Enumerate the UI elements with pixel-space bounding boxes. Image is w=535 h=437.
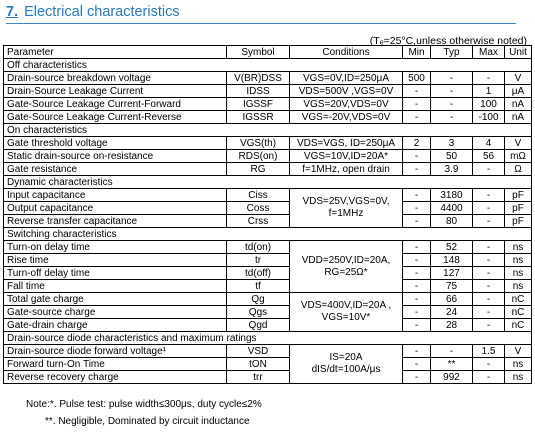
typ-cell: 3 xyxy=(431,137,473,150)
min-cell: - xyxy=(403,319,431,332)
unit-cell: pF xyxy=(505,215,532,228)
parameter-cell: Turn-on delay time xyxy=(4,241,227,254)
table-row xyxy=(4,150,532,163)
max-cell: 1 xyxy=(473,85,505,98)
conditions-cell: f=1MHz, open drain xyxy=(290,163,403,176)
min-cell: - xyxy=(403,150,431,163)
min-cell: 2 xyxy=(403,137,431,150)
max-cell: 4 xyxy=(473,137,505,150)
table-row xyxy=(4,280,532,293)
unit-cell: ns xyxy=(505,358,532,371)
table-row xyxy=(4,306,532,319)
conditions-cell: VGS=0V,ID=250μA xyxy=(290,72,403,85)
min-cell: - xyxy=(403,371,431,384)
merged-conditions-cell xyxy=(290,241,403,293)
max-cell: - xyxy=(473,293,505,306)
conditions-line: f=1MHz xyxy=(328,208,364,219)
parameter-cell: Drain-source diode forward voltage¹ xyxy=(4,345,227,358)
min-cell: - xyxy=(403,241,431,254)
section-title: On characteristics xyxy=(4,124,532,137)
unit-cell: nC xyxy=(505,293,532,306)
table-row xyxy=(4,319,532,332)
section-title: Drain-source diode characteristics and maximum ratings xyxy=(4,332,532,345)
parameter-cell: Gate-source charge xyxy=(4,306,227,319)
min-cell: - xyxy=(403,345,431,358)
parameter-cell: Input capacitance xyxy=(4,189,227,202)
max-cell: - xyxy=(473,72,505,85)
typ-cell: ** xyxy=(431,358,473,371)
min-cell: - xyxy=(403,267,431,280)
unit-cell: ns xyxy=(505,267,532,280)
table-row xyxy=(4,189,532,202)
min-cell: - xyxy=(403,163,431,176)
unit-cell: ns xyxy=(505,241,532,254)
symbol-cell: tr xyxy=(227,254,290,267)
min-cell: - xyxy=(403,293,431,306)
header-max: Max xyxy=(473,46,505,59)
section-row xyxy=(4,228,532,241)
min-cell: - xyxy=(403,111,431,124)
unit-cell: nC xyxy=(505,306,532,319)
unit-cell: μA xyxy=(505,85,532,98)
parameter-cell: Static drain-source on-resistance xyxy=(4,150,227,163)
min-cell: - xyxy=(403,189,431,202)
conditions-line: VGS=10V* xyxy=(321,312,371,323)
unit-cell: pF xyxy=(505,202,532,215)
footnote-pulse-test: Note:*. Pulse test: pulse width≤300μs, duty cycle≤2% xyxy=(26,399,262,410)
symbol-cell: IGSSR xyxy=(227,111,290,124)
max-cell: - xyxy=(473,358,505,371)
conditions-line: VDS=25V,VGS=0V, xyxy=(302,196,390,207)
symbol-cell: td(on) xyxy=(227,241,290,254)
unit-cell: nA xyxy=(505,98,532,111)
parameter-cell: Reverse transfer capacitance xyxy=(4,215,227,228)
symbol-cell: tf xyxy=(227,280,290,293)
min-cell: - xyxy=(403,254,431,267)
unit-cell: Ω xyxy=(505,163,532,176)
parameter-cell: Total gate charge xyxy=(4,293,227,306)
table-row xyxy=(4,293,532,306)
parameter-cell: Rise time xyxy=(4,254,227,267)
symbol-cell: IGSSF xyxy=(227,98,290,111)
parameter-cell: Drain-Source Leakage Current xyxy=(4,85,227,98)
symbol-cell: tON xyxy=(227,358,290,371)
symbol-cell: Qgs xyxy=(227,306,290,319)
conditions-line: dIS/dt=100A/μs xyxy=(311,364,381,375)
typ-cell: 75 xyxy=(431,280,473,293)
test-conditions-note: (Tₑ=25°C,unless otherwise noted) xyxy=(369,35,527,47)
symbol-cell: RDS(on) xyxy=(227,150,290,163)
parameter-cell: Turn-off delay time xyxy=(4,267,227,280)
symbol-cell: VGS(th) xyxy=(227,137,290,150)
typ-cell: - xyxy=(431,72,473,85)
table-row xyxy=(4,163,532,176)
unit-cell: mΩ xyxy=(505,150,532,163)
parameter-cell: Gate resistance xyxy=(4,163,227,176)
typ-cell: 3180 xyxy=(431,189,473,202)
header-parameter: Parameter xyxy=(4,46,227,59)
max-cell: - xyxy=(473,202,505,215)
typ-cell: 52 xyxy=(431,241,473,254)
parameter-cell: Forward turn-On Time xyxy=(4,358,227,371)
min-cell: - xyxy=(403,98,431,111)
parameter-cell: Reverse recovery charge xyxy=(4,371,227,384)
unit-cell: V xyxy=(505,137,532,150)
header-typ: Typ xyxy=(431,46,473,59)
parameter-cell: Gate-drain charge xyxy=(4,319,227,332)
conditions-cell: VGS=10V,ID=20A* xyxy=(290,150,403,163)
symbol-cell: V(BR)DSS xyxy=(227,72,290,85)
max-cell: - xyxy=(473,267,505,280)
header-min: Min xyxy=(403,46,431,59)
max-cell: - xyxy=(473,371,505,384)
conditions-line: VDS=400V,ID=20A , xyxy=(300,300,392,311)
min-cell: - xyxy=(403,280,431,293)
merged-conditions-cell xyxy=(290,189,403,228)
section-heading xyxy=(6,3,516,24)
electrical-characteristics-table xyxy=(3,45,532,384)
section-title: Off characteristics xyxy=(4,59,532,72)
parameter-cell: Gate threshold voltage xyxy=(4,137,227,150)
typ-cell: 992 xyxy=(431,371,473,384)
typ-cell: 80 xyxy=(431,215,473,228)
typ-cell: 148 xyxy=(431,254,473,267)
section-row xyxy=(4,332,532,345)
max-cell: - xyxy=(473,319,505,332)
conditions-cell: VGS=20V,VDS=0V xyxy=(290,98,403,111)
symbol-cell: trr xyxy=(227,371,290,384)
header-unit: Unit xyxy=(505,46,532,59)
symbol-cell: Ciss xyxy=(227,189,290,202)
symbol-cell: Qgd xyxy=(227,319,290,332)
table-row xyxy=(4,345,532,358)
typ-cell: 50 xyxy=(431,150,473,163)
max-cell: 100 xyxy=(473,98,505,111)
table-row xyxy=(4,72,532,85)
table-row xyxy=(4,85,532,98)
table-row xyxy=(4,358,532,371)
max-cell: - xyxy=(473,241,505,254)
max-cell: - xyxy=(473,189,505,202)
header-conditions: Conditions xyxy=(290,46,403,59)
table-row xyxy=(4,215,532,228)
table-row xyxy=(4,371,532,384)
parameter-cell: Drain-source breakdown voltage xyxy=(4,72,227,85)
typ-cell: 28 xyxy=(431,319,473,332)
max-cell: - xyxy=(473,215,505,228)
symbol-cell: Qg xyxy=(227,293,290,306)
table-row xyxy=(4,241,532,254)
typ-cell: - xyxy=(431,345,473,358)
section-title: Switching characteristics xyxy=(4,228,532,241)
typ-cell: 24 xyxy=(431,306,473,319)
parameter-cell: Gate-Source Leakage Current-Forward xyxy=(4,98,227,111)
table-row xyxy=(4,98,532,111)
max-cell: - xyxy=(473,163,505,176)
parameter-cell: Gate-Source Leakage Current-Reverse xyxy=(4,111,227,124)
min-cell: - xyxy=(403,215,431,228)
typ-cell: 3.9 xyxy=(431,163,473,176)
table-row xyxy=(4,111,532,124)
conditions-line: IS=20A xyxy=(329,352,363,363)
header-symbol: Symbol xyxy=(227,46,290,59)
max-cell: - xyxy=(473,254,505,267)
typ-cell: 66 xyxy=(431,293,473,306)
unit-cell: ns xyxy=(505,254,532,267)
conditions-line: RG=25Ω* xyxy=(324,266,368,278)
unit-cell: V xyxy=(505,345,532,358)
min-cell: - xyxy=(403,202,431,215)
typ-cell: - xyxy=(431,85,473,98)
parameter-cell: Output capacitance xyxy=(4,202,227,215)
section-row xyxy=(4,124,532,137)
conditions-line: VDD=250V,ID=20A, xyxy=(301,254,391,266)
min-cell: 500 xyxy=(403,72,431,85)
max-cell: -100 xyxy=(473,111,505,124)
max-cell: - xyxy=(473,280,505,293)
symbol-cell: td(off) xyxy=(227,267,290,280)
min-cell: - xyxy=(403,306,431,319)
unit-cell: ns xyxy=(505,371,532,384)
section-title: Electrical characteristics xyxy=(24,4,180,20)
conditions-cell: VGS=-20V,VDS=0V xyxy=(290,111,403,124)
conditions-cell: VDS=VGS, ID=250μA xyxy=(290,137,403,150)
typ-cell: - xyxy=(431,111,473,124)
min-cell: - xyxy=(403,358,431,371)
max-cell: 56 xyxy=(473,150,505,163)
unit-cell: pF xyxy=(505,189,532,202)
symbol-cell: VSD xyxy=(227,345,290,358)
unit-cell: nC xyxy=(505,319,532,332)
table-row xyxy=(4,137,532,150)
section-title: Dynamic characteristics xyxy=(4,176,532,189)
typ-cell: 127 xyxy=(431,267,473,280)
min-cell: - xyxy=(403,85,431,98)
header-row xyxy=(4,46,532,59)
table-row xyxy=(4,202,532,215)
unit-cell: nA xyxy=(505,111,532,124)
table-row xyxy=(4,267,532,280)
section-number: 7. xyxy=(6,4,19,20)
max-cell: - xyxy=(473,306,505,319)
unit-cell: V xyxy=(505,72,532,85)
footnotes xyxy=(26,396,262,430)
parameter-cell: Fall time xyxy=(4,280,227,293)
section-row xyxy=(4,176,532,189)
section-row xyxy=(4,59,532,72)
footnote-negligible: **. Negligible, Dominated by circuit inductance xyxy=(45,416,250,427)
merged-conditions-cell xyxy=(290,345,403,384)
conditions-cell: VDS=500V ,VGS=0V xyxy=(290,85,403,98)
typ-cell: - xyxy=(431,98,473,111)
merged-conditions-cell xyxy=(290,293,403,332)
max-cell: 1.5 xyxy=(473,345,505,358)
unit-cell: ns xyxy=(505,280,532,293)
symbol-cell: IDSS xyxy=(227,85,290,98)
typ-cell: 4400 xyxy=(431,202,473,215)
symbol-cell: RG xyxy=(227,163,290,176)
symbol-cell: Crss xyxy=(227,215,290,228)
table-row xyxy=(4,254,532,267)
symbol-cell: Coss xyxy=(227,202,290,215)
